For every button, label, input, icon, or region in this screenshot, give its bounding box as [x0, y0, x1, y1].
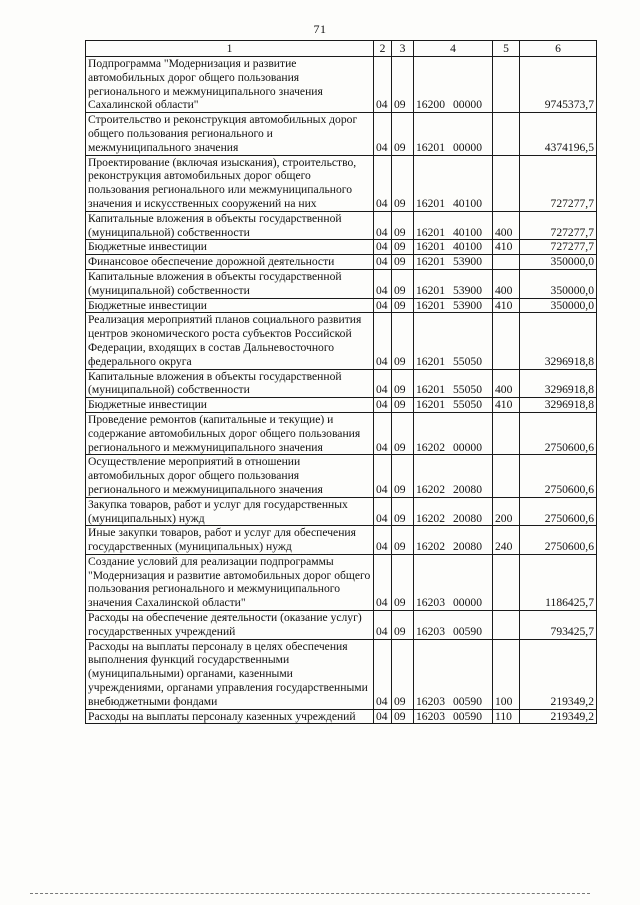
row-target-article: [414, 554, 493, 610]
row-target-article: [414, 269, 493, 298]
header-col-amount: 6: [520, 41, 597, 57]
row-subsection: 09: [392, 709, 414, 724]
row-target-article: [414, 369, 493, 398]
row-section: 04: [374, 313, 392, 369]
row-expense-type: 410: [493, 398, 520, 413]
row-target-article: [414, 398, 493, 413]
row-name: Расходы на выплаты персоналу в целях обеспечения выполнения функций государственными (муниципальными) органами, казенными учреждениями, органами управления государственными внебюджетными фондами: [86, 639, 374, 709]
row-amount: 3296918,8: [520, 313, 597, 369]
row-subsection: 09: [392, 611, 414, 640]
table-row: [86, 211, 597, 240]
row-amount: 350000,0: [520, 255, 597, 270]
row-subsection: 09: [392, 269, 414, 298]
budget-table: [85, 40, 597, 724]
row-subsection: 09: [392, 369, 414, 398]
row-target-direction: 00590: [453, 694, 482, 708]
table-row: [86, 255, 597, 270]
row-target-program: 16201: [416, 255, 445, 269]
table-row: [86, 554, 597, 610]
budget-table-body: [86, 41, 597, 724]
row-name: Подпрограмма "Модернизация и развитие автомобильных дорог общего пользования регионального и межмуниципального значения Сахалинской области": [86, 57, 374, 113]
row-expense-type: 400: [493, 269, 520, 298]
row-amount: 3296918,8: [520, 369, 597, 398]
row-target-direction: 53900: [453, 283, 482, 297]
row-subsection: 09: [392, 155, 414, 211]
row-subsection: 09: [392, 526, 414, 555]
row-target-article: [414, 455, 493, 497]
row-target-article: [414, 709, 493, 724]
table-row: [86, 313, 597, 369]
row-target-direction: 00000: [453, 140, 482, 154]
row-target-program: 16202: [416, 540, 445, 554]
row-amount: 2750600,6: [520, 455, 597, 497]
row-target-article: [414, 611, 493, 640]
row-name: Бюджетные инвестиции: [86, 298, 374, 313]
row-section: 04: [374, 526, 392, 555]
row-section: 04: [374, 709, 392, 724]
row-amount: 2750600,6: [520, 497, 597, 526]
row-name: Бюджетные инвестиции: [86, 240, 374, 255]
row-subsection: 09: [392, 57, 414, 113]
row-target-direction: 00590: [453, 624, 482, 638]
row-target-program: 16201: [416, 225, 445, 239]
row-name: Расходы на обеспечение деятельности (оказание услуг) государственных учреждений: [86, 611, 374, 640]
row-expense-type: 410: [493, 298, 520, 313]
row-subsection: 09: [392, 497, 414, 526]
row-name: Строительство и реконструкция автомобильных дорог общего пользования регионального и межмуниципального значения: [86, 113, 374, 155]
row-target-direction: 55050: [453, 354, 482, 368]
row-section: 04: [374, 611, 392, 640]
page-number: 71: [313, 22, 327, 36]
row-expense-type: [493, 313, 520, 369]
row-target-article: [414, 113, 493, 155]
row-section: 04: [374, 412, 392, 454]
row-name: Проведение ремонтов (капитальные и текущие) и содержание автомобильных дорог общего пользования регионального и межмуниципального значения: [86, 412, 374, 454]
row-target-direction: 00590: [453, 709, 482, 723]
row-target-program: 16201: [416, 398, 445, 412]
row-target-program: 16200: [416, 98, 445, 112]
row-target-direction: 53900: [453, 255, 482, 269]
header-col-target: 4: [414, 41, 493, 57]
table-row: [86, 497, 597, 526]
row-expense-type: 110: [493, 709, 520, 724]
row-target-direction: 40100: [453, 225, 482, 239]
row-name: Капитальные вложения в объекты государственной (муниципальной) собственности: [86, 269, 374, 298]
row-section: 04: [374, 211, 392, 240]
row-target-direction: 55050: [453, 398, 482, 412]
row-target-program: 16203: [416, 624, 445, 638]
row-subsection: 09: [392, 298, 414, 313]
row-target-article: [414, 497, 493, 526]
row-name: Финансовое обеспечение дорожной деятельности: [86, 255, 374, 270]
row-section: 04: [374, 155, 392, 211]
scan-edge-line: [30, 893, 590, 895]
header-col-name: 1: [86, 41, 374, 57]
row-expense-type: 400: [493, 369, 520, 398]
row-name: Капитальные вложения в объекты государственной (муниципальной) собственности: [86, 211, 374, 240]
row-section: 04: [374, 497, 392, 526]
row-subsection: 09: [392, 255, 414, 270]
row-subsection: 09: [392, 240, 414, 255]
row-amount: 9745373,7: [520, 57, 597, 113]
row-target-direction: 00000: [453, 440, 482, 454]
row-name: Бюджетные инвестиции: [86, 398, 374, 413]
row-target-program: 16201: [416, 283, 445, 297]
row-section: 04: [374, 240, 392, 255]
row-target-direction: 20080: [453, 540, 482, 554]
row-target-program: 16203: [416, 694, 445, 708]
row-expense-type: [493, 554, 520, 610]
row-section: 04: [374, 398, 392, 413]
row-expense-type: [493, 255, 520, 270]
table-row: [86, 369, 597, 398]
row-expense-type: [493, 455, 520, 497]
row-target-article: [414, 255, 493, 270]
row-target-program: 16201: [416, 240, 445, 254]
table-row: [86, 240, 597, 255]
row-amount: 2750600,6: [520, 412, 597, 454]
row-target-program: 16201: [416, 298, 445, 312]
row-target-article: [414, 412, 493, 454]
row-section: 04: [374, 369, 392, 398]
row-name: Создание условий для реализации подпрограммы "Модернизация и развитие автомобильных дорог общего пользования регионального и межмуниципального значения Сахалинской области": [86, 554, 374, 610]
row-amount: 727277,7: [520, 155, 597, 211]
row-subsection: 09: [392, 455, 414, 497]
row-target-article: [414, 240, 493, 255]
row-amount: 219349,2: [520, 639, 597, 709]
row-amount: 727277,7: [520, 211, 597, 240]
row-section: 04: [374, 255, 392, 270]
row-amount: 4374196,5: [520, 113, 597, 155]
row-expense-type: 410: [493, 240, 520, 255]
row-expense-type: [493, 611, 520, 640]
row-subsection: 09: [392, 398, 414, 413]
table-row: [86, 57, 597, 113]
row-section: 04: [374, 639, 392, 709]
row-amount: 350000,0: [520, 298, 597, 313]
row-target-article: [414, 155, 493, 211]
row-target-program: 16202: [416, 511, 445, 525]
row-name: Иные закупки товаров, работ и услуг для обеспечения государственных (муниципальных) нужд: [86, 526, 374, 555]
row-name: Реализация мероприятий планов социального развития центров экономического роста субъектов Российской Федерации, входящих в состав Дальневосточного федерального округа: [86, 313, 374, 369]
row-section: 04: [374, 455, 392, 497]
row-target-article: [414, 298, 493, 313]
row-target-program: 16203: [416, 596, 445, 610]
row-target-program: 16201: [416, 196, 445, 210]
row-section: 04: [374, 57, 392, 113]
header-col-subsection: 3: [392, 41, 414, 57]
row-target-article: [414, 639, 493, 709]
row-target-direction: 00000: [453, 596, 482, 610]
row-amount: 793425,7: [520, 611, 597, 640]
row-target-program: 16202: [416, 440, 445, 454]
row-amount: 219349,2: [520, 709, 597, 724]
row-target-direction: 20080: [453, 482, 482, 496]
row-target-direction: 20080: [453, 511, 482, 525]
row-target-program: 16201: [416, 140, 445, 154]
row-target-article: [414, 526, 493, 555]
row-name: Закупка товаров, работ и услуг для государственных (муниципальных) нужд: [86, 497, 374, 526]
row-expense-type: [493, 57, 520, 113]
table-row: [86, 611, 597, 640]
table-row: [86, 709, 597, 724]
row-section: 04: [374, 554, 392, 610]
row-target-direction: 55050: [453, 383, 482, 397]
table-row: [86, 113, 597, 155]
row-target-direction: 40100: [453, 240, 482, 254]
row-expense-type: [493, 155, 520, 211]
row-section: 04: [374, 113, 392, 155]
row-target-direction: 00000: [453, 98, 482, 112]
row-name: Капитальные вложения в объекты государственной (муниципальной) собственности: [86, 369, 374, 398]
table-row: [86, 298, 597, 313]
row-target-program: 16203: [416, 709, 445, 723]
row-name: Расходы на выплаты персоналу казенных учреждений: [86, 709, 374, 724]
row-target-program: 16202: [416, 482, 445, 496]
row-subsection: 09: [392, 211, 414, 240]
table-row: [86, 526, 597, 555]
row-expense-type: 400: [493, 211, 520, 240]
row-expense-type: 100: [493, 639, 520, 709]
row-subsection: 09: [392, 554, 414, 610]
row-target-article: [414, 57, 493, 113]
table-row: [86, 412, 597, 454]
row-expense-type: [493, 113, 520, 155]
table-row: [86, 639, 597, 709]
row-subsection: 09: [392, 639, 414, 709]
row-name: Осуществление мероприятий в отношении автомобильных дорог общего пользования регионального и межмуниципального значения: [86, 455, 374, 497]
header-col-expense-type: 5: [493, 41, 520, 57]
row-target-article: [414, 211, 493, 240]
row-amount: 2750600,6: [520, 526, 597, 555]
row-amount: 727277,7: [520, 240, 597, 255]
row-section: 04: [374, 298, 392, 313]
header-col-section: 2: [374, 41, 392, 57]
row-amount: 1186425,7: [520, 554, 597, 610]
row-target-direction: 53900: [453, 298, 482, 312]
table-header-row: [86, 41, 597, 57]
row-target-article: [414, 313, 493, 369]
row-expense-type: [493, 412, 520, 454]
row-subsection: 09: [392, 313, 414, 369]
table-row: [86, 269, 597, 298]
row-section: 04: [374, 269, 392, 298]
row-target-program: 16201: [416, 383, 445, 397]
row-expense-type: 200: [493, 497, 520, 526]
table-row: [86, 155, 597, 211]
row-name: Проектирование (включая изыскания), строительство, реконструкция автомобильных дорог общего пользования регионального или межмуниципального значения и искусственных сооружений на них: [86, 155, 374, 211]
row-amount: 350000,0: [520, 269, 597, 298]
table-row: [86, 398, 597, 413]
table-row: [86, 455, 597, 497]
row-subsection: 09: [392, 412, 414, 454]
row-expense-type: 240: [493, 526, 520, 555]
row-target-direction: 40100: [453, 196, 482, 210]
row-target-program: 16201: [416, 354, 445, 368]
row-subsection: 09: [392, 113, 414, 155]
row-amount: 3296918,8: [520, 398, 597, 413]
